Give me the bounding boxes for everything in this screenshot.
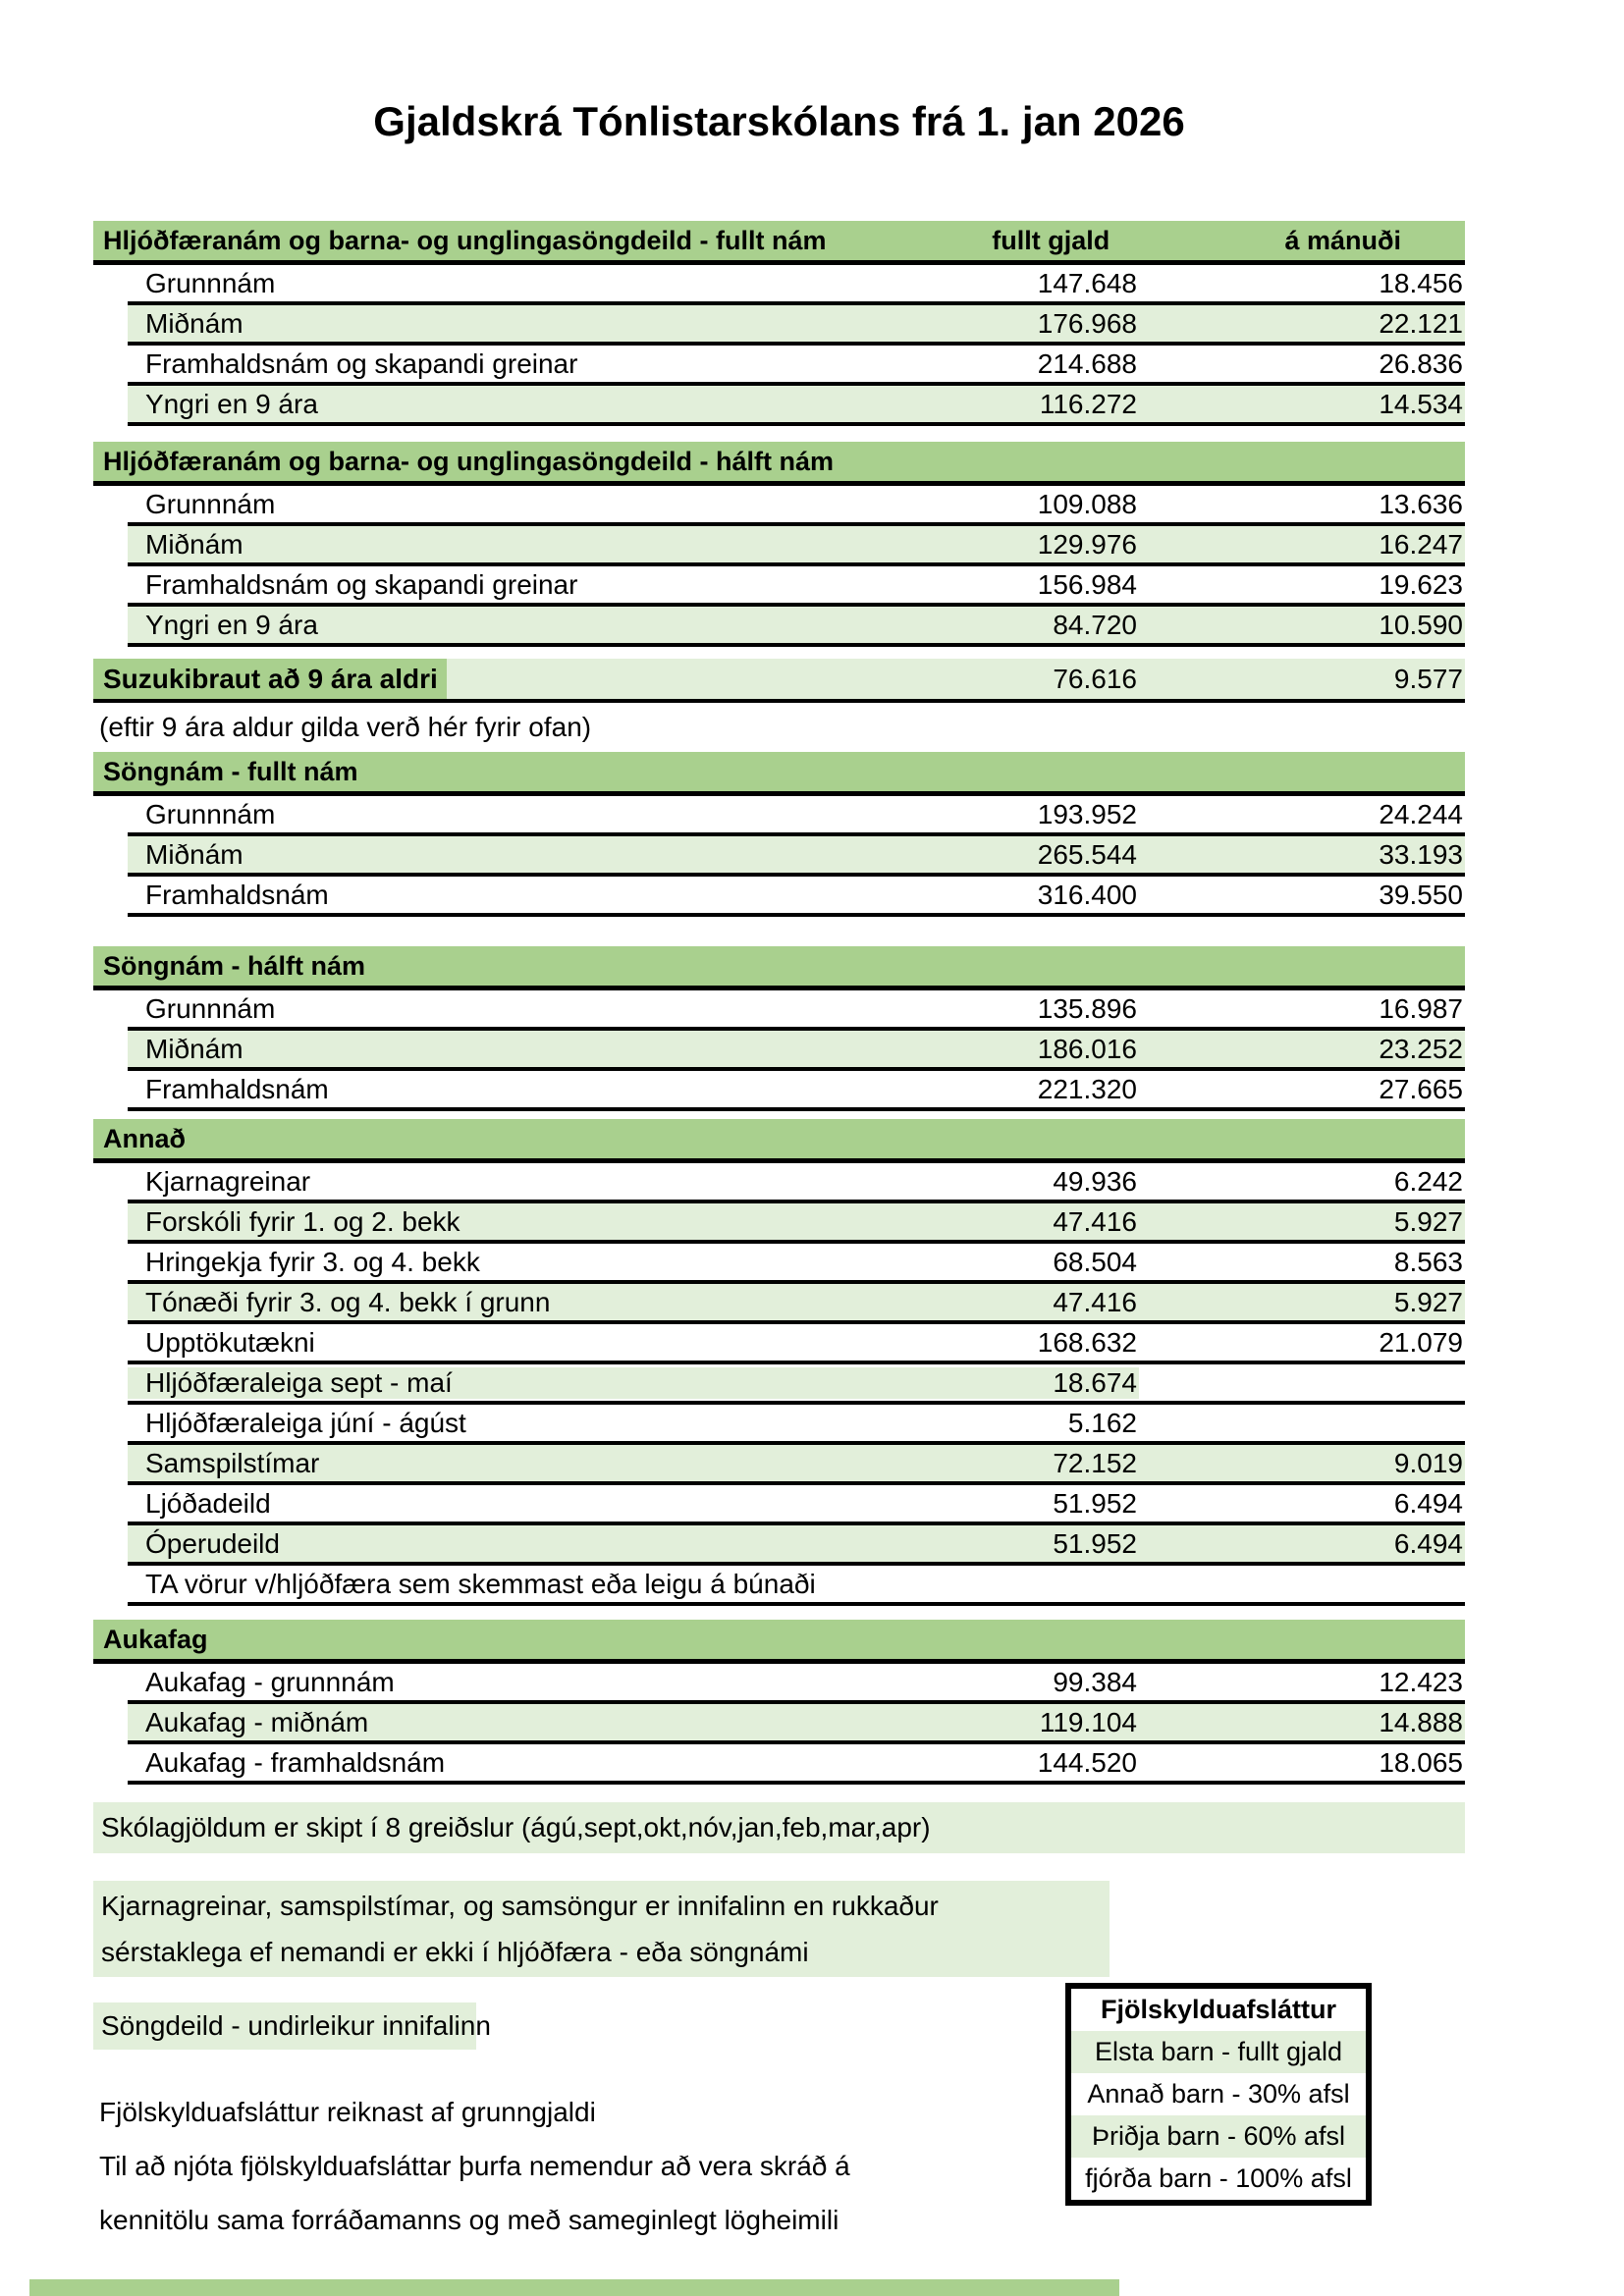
suzuki-label: Suzukibraut að 9 ára aldri [93, 659, 447, 699]
fee-row [128, 1445, 1465, 1485]
row-label: Framhaldsnám og skapandi greinar [145, 568, 578, 600]
section-header-label: Annað [103, 1123, 186, 1153]
row-label: Miðnám [145, 528, 244, 560]
row-a-manudi: 6.494 [1393, 1527, 1463, 1559]
family-req-line1: Til að njóta fjölskylduafsláttar þurfa nemendur að vera skráð á [99, 2151, 850, 2181]
row-a-manudi: 5.927 [1393, 1205, 1463, 1237]
row-a-manudi: 39.550 [1379, 879, 1463, 910]
row-full-gjald: 99.384 [1053, 1666, 1137, 1697]
row-full-gjald: 144.520 [1037, 1746, 1137, 1778]
fee-row [128, 1704, 1465, 1744]
fee-row [128, 1071, 1465, 1111]
row-full-gjald: 49.936 [1053, 1165, 1137, 1197]
family-req-line2: kennitölu sama forráðamanns og með sameginlegt lögheimili [99, 2205, 839, 2235]
suzuki-full-gjald: 76.616 [447, 659, 1139, 699]
family-box-title: Fjölskylduafsláttur [1100, 1995, 1337, 2024]
song-accompaniment-note: Söngdeild - undirleikur innifalinn [93, 2002, 476, 2050]
row-label: Framhaldsnám og skapandi greinar [145, 347, 578, 379]
row-full-gjald: 265.544 [1037, 838, 1137, 870]
section-song-half [93, 946, 1465, 1111]
row-full-gjald: 51.952 [1053, 1527, 1137, 1559]
section-header [93, 946, 1465, 990]
row-label: Aukafag - framhaldsnám [145, 1746, 446, 1778]
section-header [93, 442, 1465, 486]
row-a-manudi: 13.636 [1379, 488, 1463, 519]
section-header [93, 752, 1465, 796]
fee-row [128, 1203, 1465, 1244]
row-a-manudi: 9.019 [1393, 1447, 1463, 1478]
row-label: Samspilstímar [145, 1447, 320, 1478]
row-a-manudi: 23.252 [1379, 1033, 1463, 1064]
row-label: Óperudeild [145, 1527, 280, 1559]
row-label: Forskóli fyrir 1. og 2. bekk [145, 1205, 460, 1237]
row-label: Ljóðadeild [145, 1487, 271, 1519]
fee-row [128, 305, 1465, 346]
row-label: Framhaldsnám [145, 879, 329, 910]
row-full-gjald: 109.088 [1037, 488, 1137, 519]
fee-row [128, 1163, 1465, 1203]
row-label: Upptökutækni [145, 1326, 315, 1358]
included-note [93, 1881, 1110, 1977]
section-header-label: Söngnám - fullt nám [103, 756, 358, 786]
row-full-gjald: 316.400 [1037, 879, 1137, 910]
row-full-gjald: 47.416 [1053, 1205, 1137, 1237]
suzuki-note: (eftir 9 ára aldur gilda verð hér fyrir ofan) [99, 712, 592, 742]
row-label: Grunnnám [145, 488, 276, 519]
row-label: Tónæði fyrir 3. og 4. bekk í grunn [145, 1286, 551, 1317]
row-label: Miðnám [145, 307, 244, 339]
family-box-row: Annað barn - 30% afsl [1087, 2079, 1350, 2109]
row-label: Miðnám [145, 838, 244, 870]
page-title: Gjaldskrá Tónlistarskólans frá 1. jan 2026 [373, 98, 1185, 144]
row-a-manudi: 6.242 [1393, 1165, 1463, 1197]
row-full-gjald: 214.688 [1037, 347, 1137, 379]
fee-row [128, 526, 1465, 566]
row-full-gjald: 47.416 [1053, 1286, 1137, 1317]
row-a-manudi: 27.665 [1379, 1073, 1463, 1104]
row-full-gjald: 186.016 [1037, 1033, 1137, 1064]
row-a-manudi: 5.927 [1393, 1286, 1463, 1317]
fee-row [128, 566, 1465, 607]
fee-row [128, 990, 1465, 1031]
row-a-manudi: 22.121 [1379, 307, 1463, 339]
row-a-manudi: 14.888 [1379, 1706, 1463, 1737]
section-instrument-full [93, 221, 1465, 426]
section-header-label: Aukafag [103, 1624, 208, 1654]
row-full-gjald: 221.320 [1037, 1073, 1137, 1104]
row-a-manudi: 8.563 [1393, 1246, 1463, 1277]
section-header-label: Hljóðfæranám og barna- og unglingasöngdeild - hálft nám [103, 446, 835, 476]
row-a-manudi: 10.590 [1379, 609, 1463, 640]
included-note-line2: sérstaklega ef nemandi er ekki í hljóðfæra - eða söngnámi [101, 1937, 809, 1967]
section-annad [93, 1119, 1465, 1606]
column-header-full-gjald: fullt gjald [992, 225, 1110, 255]
fee-row [128, 1284, 1465, 1324]
row-label: Hringekja fyrir 3. og 4. bekk [145, 1246, 480, 1277]
column-header-a-manudi: á mánuði [1284, 225, 1401, 255]
fee-row [128, 1244, 1465, 1284]
row-label: Aukafag - grunnnám [145, 1666, 395, 1697]
row-label: Grunnnám [145, 992, 276, 1024]
section-aukafag [93, 1620, 1465, 1785]
row-full-gjald: 68.504 [1053, 1246, 1137, 1277]
row-full-gjald: 18.674 [813, 1367, 1139, 1399]
row-label: Miðnám [145, 1033, 244, 1064]
row-full-gjald: 156.984 [1037, 568, 1137, 600]
row-label: Yngri en 9 ára [145, 388, 318, 419]
row-full-gjald: 176.968 [1037, 307, 1137, 339]
row-label: Aukafag - miðnám [145, 1706, 369, 1737]
fee-row [128, 486, 1465, 526]
fee-row [128, 265, 1465, 305]
row-full-gjald: 84.720 [1053, 609, 1137, 640]
fee-row [128, 836, 1465, 877]
row-label: Hljóðfæraleiga sept - maí [128, 1367, 813, 1399]
family-box-row: fjórða barn - 100% afsl [1085, 2163, 1352, 2193]
row-full-gjald: 119.104 [1039, 1706, 1137, 1737]
family-calc-line: Fjölskylduafsláttur reiknast af grunngjaldi [99, 2097, 596, 2127]
row-a-manudi: 24.244 [1379, 798, 1463, 829]
fee-row [128, 386, 1465, 426]
row-full-gjald: 51.952 [1053, 1487, 1137, 1519]
fee-row [128, 1664, 1465, 1704]
fee-table [93, 221, 1465, 2247]
row-label: TA vörur v/hljóðfæra sem skemmast eða leigu á búnaði [145, 1568, 816, 1599]
row-full-gjald: 168.632 [1037, 1326, 1137, 1358]
row-full-gjald: 193.952 [1037, 798, 1137, 829]
fee-row [128, 346, 1465, 386]
row-label: Hljóðfæraleiga júní - ágúst [145, 1407, 466, 1438]
row-full-gjald: 116.272 [1039, 388, 1137, 419]
fee-row [128, 1485, 1465, 1525]
family-box-row: Elsta barn - fullt gjald [1071, 2031, 1366, 2073]
row-label: Yngri en 9 ára [145, 609, 318, 640]
fee-row [128, 1566, 1465, 1606]
included-note-line1: Kjarnagreinar, samspilstímar, og samsöngur er innifalinn en rukkaður [101, 1891, 939, 1921]
family-box-row: Þriðja barn - 60% afsl [1071, 2115, 1366, 2158]
section-header [93, 221, 1465, 265]
row-a-manudi: 33.193 [1379, 838, 1463, 870]
fee-row [128, 1744, 1465, 1785]
row-a-manudi: 18.065 [1379, 1746, 1463, 1778]
fee-row [128, 607, 1465, 647]
fee-row [128, 1031, 1465, 1071]
row-a-manudi: 26.836 [1379, 347, 1463, 379]
row-label: Grunnnám [145, 267, 276, 298]
fee-row [128, 1405, 1465, 1445]
row-full-gjald: 129.976 [1037, 528, 1137, 560]
section-instrument-half [93, 442, 1465, 647]
row-a-manudi: 14.534 [1379, 388, 1463, 419]
row-full-gjald: 72.152 [1053, 1447, 1137, 1478]
row-label: Kjarnagreinar [145, 1165, 311, 1197]
fee-row [128, 1324, 1465, 1364]
section-header [93, 1620, 1465, 1664]
section-header [93, 1119, 1465, 1163]
row-a-manudi: 19.623 [1379, 568, 1463, 600]
suzuki-row [93, 659, 1465, 703]
family-discount-box [1065, 1983, 1372, 2206]
row-full-gjald: 135.896 [1037, 992, 1137, 1024]
row-a-manudi: 16.987 [1379, 992, 1463, 1024]
row-a-manudi: 21.079 [1379, 1326, 1463, 1358]
suzuki-a-manudi: 9.577 [1139, 659, 1465, 699]
payments-note: Skólagjöldum er skipt í 8 greiðslur (ágú,sept,okt,nóv,jan,feb,mar,apr) [93, 1802, 1465, 1853]
fee-row [128, 1364, 1465, 1405]
row-full-gjald: 5.162 [1067, 1407, 1137, 1438]
section-header-label: Söngnám - hálft nám [103, 950, 366, 981]
row-label: Framhaldsnám [145, 1073, 329, 1104]
fee-row [128, 877, 1465, 917]
section-song-full [93, 752, 1465, 917]
fee-row [128, 796, 1465, 836]
next-page-header-bar [29, 2279, 1119, 2296]
row-a-manudi: 12.423 [1379, 1666, 1463, 1697]
section-header-label: Hljóðfæranám og barna- og unglingasöngdeild - fullt nám [103, 225, 827, 255]
row-a-manudi: 6.494 [1393, 1487, 1463, 1519]
row-label: Grunnnám [145, 798, 276, 829]
row-full-gjald: 147.648 [1037, 267, 1137, 298]
row-a-manudi: 18.456 [1379, 267, 1463, 298]
fee-row [128, 1525, 1465, 1566]
row-a-manudi: 16.247 [1379, 528, 1463, 560]
